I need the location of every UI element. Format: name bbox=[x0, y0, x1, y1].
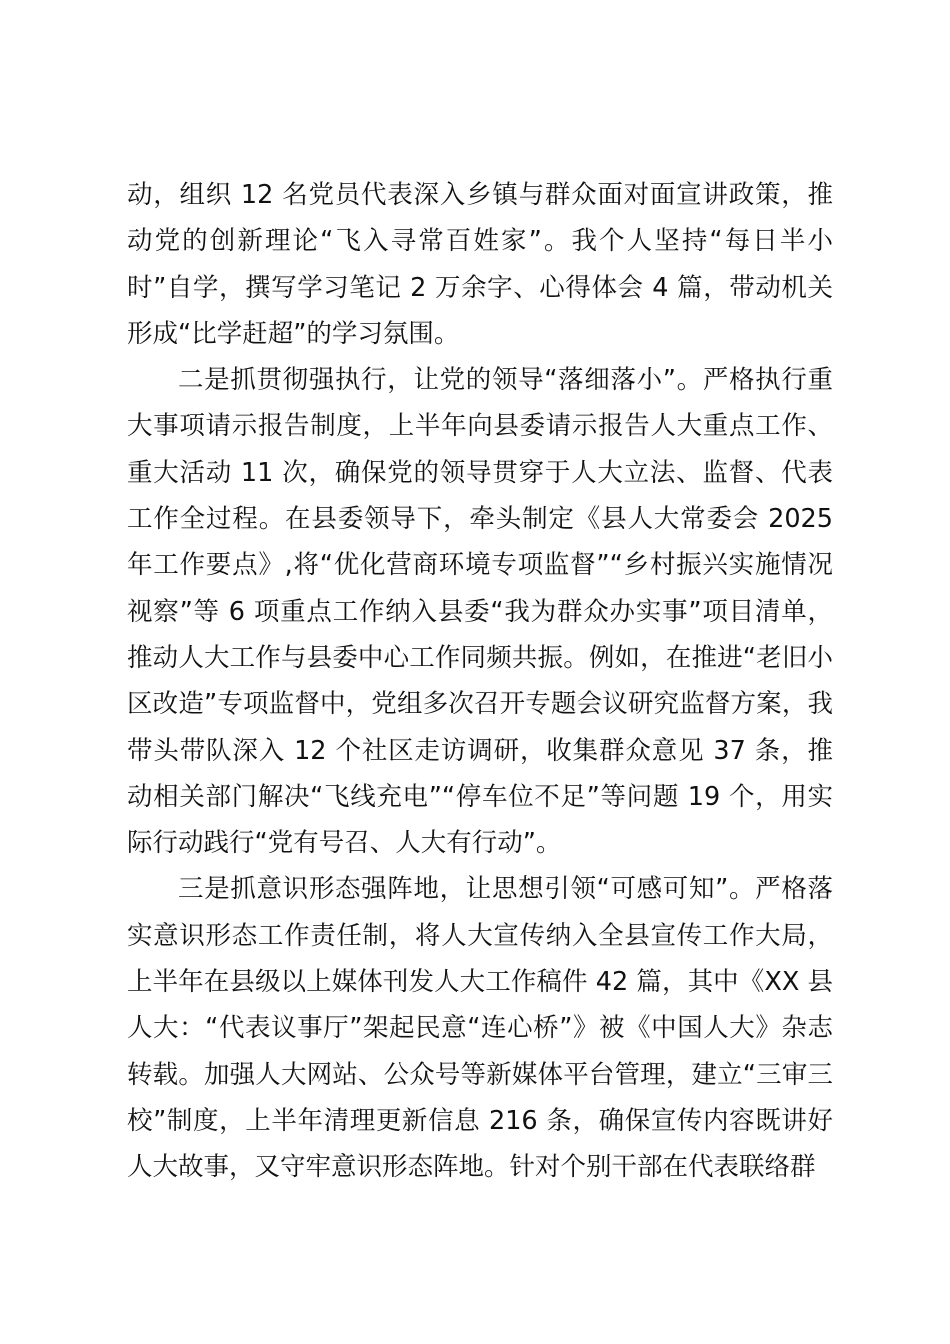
paragraph-party-theory-study: 动，组织 12 名党员代表深入乡镇与群众面对面宣讲政策，推动党的创新理论“飞入寻常百姓家”。我个人坚持“每日半小时”自学，撰写学习笔记 2 万余字、心得体会 4 篇，带动机关形成“比学赶超”的学习氛围。 bbox=[127, 180, 833, 349]
paragraph-party-leadership-execution: 二是抓贯彻强执行，让党的领导“落细落小”。严格执行重大事项请示报告制度，上半年向县委请示报告人大重点工作、重大活动 11 次，确保党的领导贯穿于人大立法、监督、代表工作全过程。在县委领导下，牵头制定《县人大常委会 2025 年工作要点》,将“优化营商环境专项监督”“乡村振兴实施情况视察”等 6 项重点工作纳入县委“我为群众办实事”项目清单，推动人大工作与县委中心工作同频共振。例如，在推进“老旧小区改造”专项监督中，党组多次召开专题会议研究监督方案，我带头带队深入 12 个社区走访调研，收集群众意见 37 条，推动相关部门解决“飞线充电”“停车位不足”等问题 19 个，用实际行动践行“党有号召、人大有行动”。 bbox=[127, 365, 833, 859]
document-body bbox=[127, 172, 833, 1191]
paragraph-ideology-position: 三是抓意识形态强阵地，让思想引领“可感可知”。严格落实意识形态工作责任制，将人大宣传纳入全县宣传工作大局，上半年在县级以上媒体刊发人大工作稿件 42 篇，其中《XX 县人大：“代表议事厅”架起民意“连心桥”》被《中国人大》杂志转载。加强人大网站、公众号等新媒体平台管理，建立“三审三校”制度，上半年清理更新信息 216 条，确保宣传内容既讲好人大故事，又守牢意识形态阵地。针对个别干部在代表联络群 bbox=[127, 874, 833, 1183]
